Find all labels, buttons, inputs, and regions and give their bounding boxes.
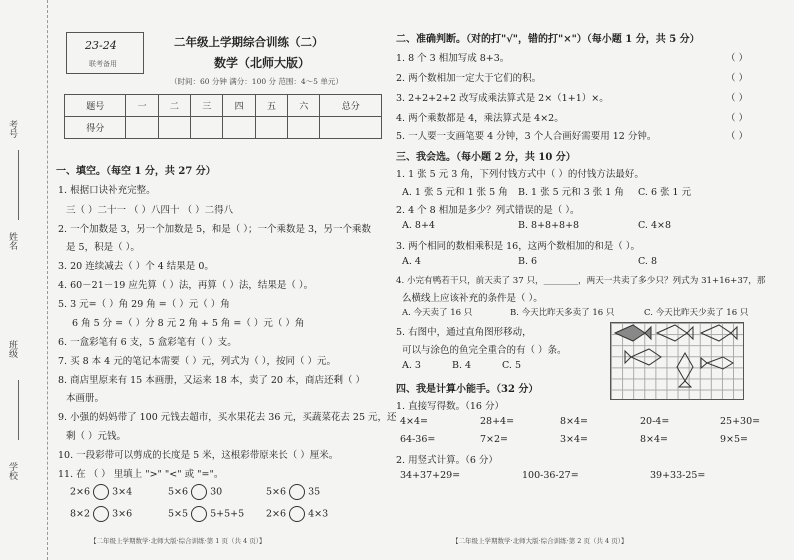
question: 么横线上应该补充的条件是（ ）。	[402, 293, 543, 304]
compare-row	[266, 506, 328, 522]
expr: 8×2	[70, 508, 91, 520]
calc-item: 34+37+29=	[400, 470, 461, 481]
question: 1. 根据口诀补充完整。	[58, 185, 156, 196]
binding-margin	[0, 0, 48, 560]
score-cell[interactable]	[191, 117, 223, 139]
option: C. 5	[502, 360, 522, 371]
calc-item: 100-36-27=	[522, 470, 579, 481]
option: A. 1 张 5 元和 1 张 5 角	[402, 187, 508, 198]
option: C. 4×8	[638, 220, 672, 231]
expr: 30	[210, 486, 223, 498]
right-page	[392, 0, 792, 560]
question: 5. 3 元=（ ）角 29 角 =（ ）元（ ）角	[58, 299, 230, 310]
option: C. 8	[638, 256, 658, 267]
calc-item: 20-4=	[640, 416, 670, 427]
judge-item: 3. 2+2+2+2 改写成乘法算式是 2×（1+1）×。	[396, 93, 609, 104]
expr: 5+5+5	[210, 508, 245, 520]
score-header-cell: 题号	[65, 95, 126, 117]
judge-item: 4. 两个乘数都是 4，乘法算式是 4×2。	[396, 113, 564, 124]
calc-item: 7×2=	[480, 434, 509, 445]
school-label: 学校	[7, 462, 17, 480]
name-label: 姓名	[7, 232, 17, 250]
score-cell[interactable]	[288, 117, 320, 139]
option: C. 6 张 1 元	[638, 187, 692, 198]
question: 1. 1 张 5 元 3 角，下列付钱方式中（ ）的付钱方法最好。	[396, 169, 644, 180]
judge-item: 1. 8 个 3 相加写成 8+3。	[396, 53, 510, 64]
compare-row	[266, 484, 320, 500]
page-title: 二年级上学期综合训练（二）	[174, 35, 324, 49]
score-header-cell: 四	[223, 95, 255, 117]
option: A. 4	[402, 256, 421, 267]
expr: 4×3	[308, 508, 329, 520]
question: 9. 小强的妈妈带了 100 元钱去超市，买水果花去 36 元，买蔬菜花去 25 元，还	[58, 412, 397, 423]
score-cell[interactable]	[126, 117, 158, 139]
stamp-text: 23-24	[85, 39, 117, 52]
stamp-sub: 联考备用	[89, 60, 117, 68]
option: B. 8+8+8+8	[518, 220, 580, 231]
score-cell[interactable]	[223, 117, 255, 139]
question: 10. 一段彩带可以剪成的长度是 5 米，这根彩带原来长（ ）厘米。	[58, 450, 339, 461]
compare-circle[interactable]	[289, 484, 305, 500]
question: 1. 直接写得数。（16 分）	[396, 401, 504, 412]
question: 2. 用竖式计算。（6 分）	[396, 455, 498, 466]
compare-row	[70, 506, 132, 522]
compare-row	[70, 484, 132, 500]
question: 2. 4 个 8 相加是多少？列式错误的是（ ）。	[396, 205, 580, 216]
score-cell[interactable]	[255, 117, 287, 139]
expr: 5×6	[168, 486, 189, 498]
expr: 2×6	[70, 486, 91, 498]
option: B. 6	[518, 256, 538, 267]
calc-item: 8×4=	[640, 434, 669, 445]
question: 7. 买 8 本 4 元的笔记本需要（ ）元，列式为（ ），按同（ ）元。	[58, 356, 337, 367]
score-cell[interactable]	[158, 117, 190, 139]
judge-paren[interactable]: （ ）	[726, 53, 749, 64]
divider	[18, 380, 19, 440]
compare-circle[interactable]	[93, 484, 109, 500]
question: 4. 小完有鸭若干只，前天卖了 37 只，________，两天一共卖了多少只？列式为 31+16+37，那	[396, 276, 766, 286]
question: 3. 两个相同的数相乘积是 16，这两个数相加的和是（ ）。	[396, 241, 640, 252]
class-label: 班级	[7, 340, 17, 358]
exam-meta: （时间：60 分钟 满分：100 分 范围：4～5 单元）	[170, 77, 343, 86]
question: 3. 20 连续减去（ ）个 4 结果是 0。	[58, 261, 214, 272]
fish-grid-figure	[610, 322, 744, 400]
question: 8. 商店里原来有 15 本画册，又运来 18 本，卖了 20 本，商店还剩（ ）	[58, 375, 365, 386]
expr: 2×6	[266, 508, 287, 520]
question: 6 角 5 分 =（ ）分 8 元 2 角 + 5 角 =（ ）元（ ）角	[72, 318, 305, 329]
compare-row	[168, 484, 222, 500]
judge-paren[interactable]: （ ）	[726, 113, 749, 124]
score-header-cell: 一	[126, 95, 158, 117]
section-heading: 四、我是计算小能手。（32 分）	[396, 384, 539, 395]
judge-paren[interactable]: （ ）	[726, 73, 749, 84]
left-page	[50, 0, 397, 560]
expr: 5×5	[168, 508, 189, 520]
option: B. 4	[452, 360, 472, 371]
score-label-cell: 得分	[65, 117, 126, 139]
page-footer: 【二年级上学期数学·北师大版·综合训练·第 2 页（共 4 页）】	[452, 537, 628, 545]
score-header-cell: 五	[255, 95, 287, 117]
question: 5. 右图中，通过直角图形移动，	[396, 327, 532, 338]
calc-item: 39+33-25=	[650, 470, 706, 481]
calc-item: 25+30=	[720, 416, 761, 427]
judge-item: 2. 两个数相加一定大于它们的积。	[396, 73, 542, 84]
score-header-cell: 二	[158, 95, 190, 117]
score-header-cell: 总分	[320, 95, 382, 117]
expr: 5×6	[266, 486, 287, 498]
calc-item: 8×4=	[560, 416, 589, 427]
page-footer: 【二年级上学期数学·北师大版·综合训练·第 1 页（共 4 页）】	[90, 537, 266, 545]
judge-item: 5. 一人要一支画笔要 4 分钟，3 个人合画好需要用 12 分钟。	[396, 131, 657, 142]
option: A. 3	[402, 360, 421, 371]
section-heading: 一、填空。（每空 1 分，共 27 分）	[56, 166, 216, 177]
expr: 3×6	[112, 508, 133, 520]
question: 可以与涂色的鱼完全重合的有（ ）条。	[402, 345, 567, 356]
option: A. 8+4	[402, 220, 435, 231]
calc-item: 9×5=	[720, 434, 749, 445]
question: 11. 在 （ ） 里填上 ">" "<" 或 "="。	[58, 469, 224, 480]
judge-paren[interactable]: （ ）	[726, 93, 749, 104]
score-header-cell: 六	[288, 95, 320, 117]
subject-title: 数学（北师大版）	[214, 56, 311, 70]
fish-drawing	[611, 323, 745, 401]
option: B. 1 张 5 元和 3 张 1 角	[518, 187, 624, 198]
score-table	[64, 94, 382, 139]
option: B. 今天比昨天多卖了 16 只	[510, 308, 615, 318]
calc-item: 64-36=	[400, 434, 436, 445]
option: A. 今天卖了 16 只	[402, 308, 473, 318]
compare-row	[168, 506, 244, 522]
question: 本画册。	[66, 393, 105, 404]
score-header-cell: 三	[191, 95, 223, 117]
expr: 35	[308, 486, 321, 498]
calc-item: 3×4=	[560, 434, 589, 445]
compare-circle[interactable]	[191, 484, 207, 500]
question: 是 5，积是（ ）。	[66, 242, 140, 253]
question: 2. 一个加数是 3，另一个加数是 5，和是（ ）；一个乘数是 3，另一个乘数	[58, 224, 372, 235]
divider	[18, 150, 19, 220]
calc-item: 28+4=	[480, 416, 515, 427]
question: 三（ ）二十一 （ ）八四十 （ ）二得八	[66, 205, 234, 216]
compare-circle[interactable]	[289, 506, 305, 522]
calc-item: 4×4=	[400, 416, 429, 427]
section-heading: 三、我会选。（每小题 2 分，共 10 分）	[396, 152, 576, 163]
compare-circle[interactable]	[191, 506, 207, 522]
stamp	[66, 32, 144, 74]
option: C. 今天比昨天少卖了 16 只	[644, 308, 749, 318]
judge-paren[interactable]: （ ）	[726, 131, 749, 142]
question: 6. 一盒彩笔有 6 支，5 盒彩笔有（ ）支。	[58, 337, 237, 348]
expr: 3×4	[112, 486, 133, 498]
question: 4. 60－21－19 应先算（ ）法，再算（ ）法，结果是（ ）。	[58, 280, 314, 291]
seat-label: 考号	[7, 120, 17, 138]
question: 剩（ ）元钱。	[66, 431, 127, 442]
score-cell[interactable]	[320, 117, 382, 139]
section-heading: 二、准确判断。（对的打"√"，错的打"×"）（每小题 1 分，共 5 分）	[396, 34, 700, 45]
compare-circle[interactable]	[93, 506, 109, 522]
